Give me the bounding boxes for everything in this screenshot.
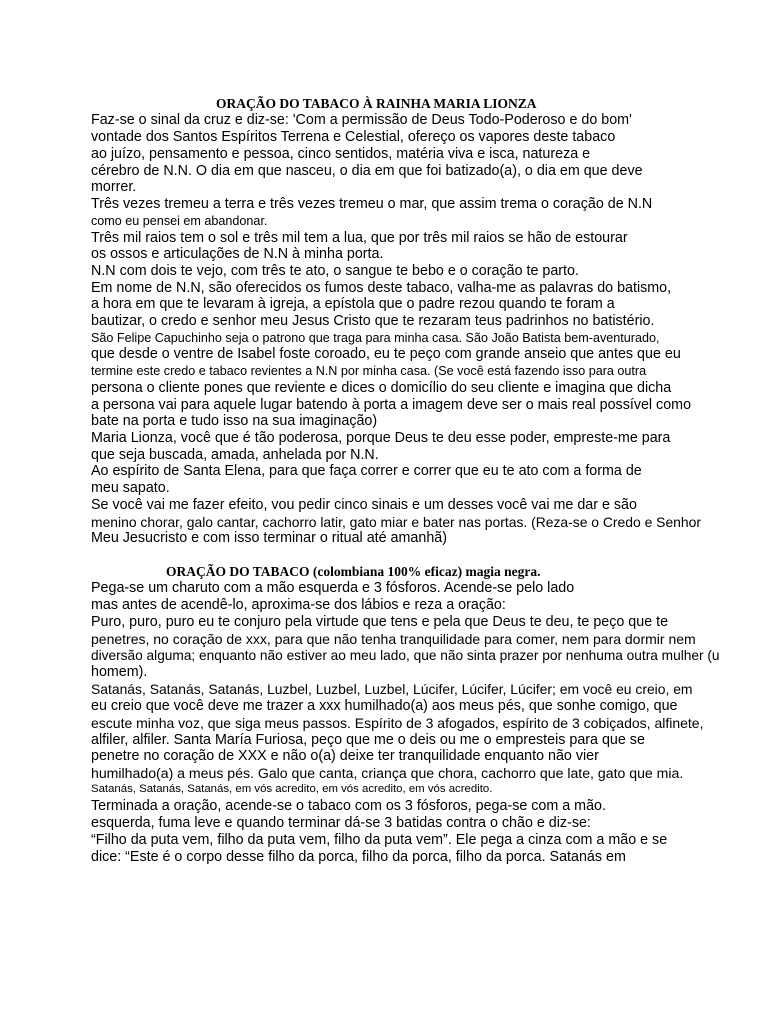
paragraph-line: esquerda, fuma leve e quando terminar dá-se 3 batidas contra o chão e diz-se: [91,815,591,831]
paragraph-line: ao juízo, pensamento e pessoa, cinco sentidos, matéria viva e isca, natureza e [91,146,591,162]
paragraph-line: os ossos e articulações de N.N à minha porta. [91,246,384,262]
paragraph-line: alfiler, alfiler. Santa María Furiosa, peço que me o deis ou me o empresteis para que se [91,732,645,748]
paragraph-line: Meu Jesucristo e com isso terminar o ritual até amanhã) [91,530,447,546]
paragraph-line: mas antes de acendê-lo, aproxima-se dos lábios e reza a oração: [91,597,506,613]
paragraph-line: Ao espírito de Santa Elena, para que faça correr e correr que eu te ato com a forma de [91,463,642,479]
paragraph-line: a hora em que te levaram à igreja, a epístola que o padre rezou quando te foram a [91,296,615,312]
paragraph-line: Maria Lionza, você que é tão poderosa, porque Deus te deu esse poder, empreste-me para [91,430,671,446]
section-title: ORAÇÃO DO TABACO À RAINHA MARIA LIONZA [216,96,537,111]
paragraph-line: Satanás, Satanás, Satanás, Luzbel, Luzbel, Luzbel, Lúcifer, Lúcifer, Lúcifer; em você eu creio, em [91,681,693,697]
paragraph-line: escute minha voz, que siga meus passos. Espírito de 3 afogados, espírito de 3 cobiçados, alfinete, [91,715,704,731]
paragraph-line: dice: “Este é o corpo desse filho da porca, filho da porca, filho da porca. Satanás em [91,849,626,865]
paragraph-line: homem). [91,664,148,680]
paragraph-line: Se você vai me fazer efeito, vou pedir cinco sinais e um desses você vai me dar e são [91,497,637,513]
paragraph-line: São Felipe Capuchinho seja o patrono que traga para minha casa. São João Batista bem-aventurado, [91,331,660,345]
paragraph-line: bautizar, o credo e senhor meu Jesus Cristo que te rezaram teus padrinhos no batistério. [91,313,655,329]
paragraph-line: Em nome de N.N, são oferecidos os fumos deste tabaco, valha-me as palavras do batismo, [91,280,672,296]
paragraph-line: penetres, no coração de xxx, para que não tenha tranquilidade para comer, nem para dormir nem [91,631,696,647]
paragraph-line: Puro, puro, puro eu te conjuro pela virtude que tens e pela que Deus te deu, te peço que te [91,614,669,630]
paragraph-line: bate na porta e tudo isso na sua imaginação) [91,413,378,429]
paragraph-line: Terminada a oração, acende-se o tabaco com os 3 fósforos, pega-se com a mão. [91,798,606,814]
paragraph-line: Três vezes tremeu a terra e três vezes tremeu o mar, que assim trema o coração de N.N [91,196,653,212]
paragraph-line: Satanás, Satanás, Satanás, em vós acredito, em vós acredito, em vós acredito. [91,783,493,795]
paragraph-line: diversão alguma; enquanto não estiver ao meu lado, que não sinta prazer por nenhuma outra mulher (u [91,648,720,663]
paragraph-line: eu creio que você deve me trazer a xxx humilhado(a) aos meus pés, que sonhe comigo, que [91,698,678,714]
paragraph-line: humilhado(a) a meus pés. Galo que canta, criança que chora, cachorro que late, gato que mia. [91,765,684,781]
paragraph-line: termine este credo e tabaco revientes a N.N por minha casa. (Se você está fazendo isso para outra [91,364,647,378]
paragraph-line: que desde o ventre de Isabel foste coroado, eu te peço com grande anseio que antes que eu [91,346,681,362]
paragraph-line: como eu pensei em abandonar. [91,214,268,228]
paragraph-line: N.N com dois te vejo, com três te ato, o sangue te bebo e o coração te parto. [91,263,579,279]
paragraph-line: “Filho da puta vem, filho da puta vem, filho da puta vem”. Ele pega a cinza com a mão e se [91,832,668,848]
paragraph-line: cérebro de N.N. O dia em que nasceu, o dia em que foi batizado(a), o dia em que deve [91,163,643,179]
paragraph-line: Pega-se um charuto com a mão esquerda e 3 fósforos. Acende-se pelo lado [91,580,575,596]
paragraph-line: meu sapato. [91,480,170,496]
section-title: ORAÇÃO DO TABACO (colombiana 100% eficaz) magia negra. [166,564,541,579]
paragraph-line: menino chorar, galo cantar, cachorro latir, gato miar e bater nas portas. (Reza-se o Credo e Senhor [91,514,701,530]
paragraph-line: penetre no coração de XXX e não o(a) deixe ter tranquilidade enquanto não vier [91,748,599,764]
paragraph-line: Três mil raios tem o sol e três mil tem a lua, que por três mil raios se hão de estourar [91,230,628,246]
paragraph-line: Faz-se o sinal da cruz e diz-se: 'Com a permissão de Deus Todo-Poderoso e do bom' [91,112,632,128]
paragraph-line: persona o cliente pones que reviente e dices o domicílio do seu cliente e imagina que dicha [91,380,672,396]
paragraph-line: vontade dos Santos Espíritos Terrena e Celestial, ofereço os vapores deste tabaco [91,129,616,145]
paragraph-line: que seja buscada, amada, anhelada por N.N. [91,447,379,463]
paragraph-line: a persona vai para aquele lugar batendo à porta a imagem deve ser o mais real possível como [91,397,692,413]
paragraph-line: morrer. [91,179,137,195]
